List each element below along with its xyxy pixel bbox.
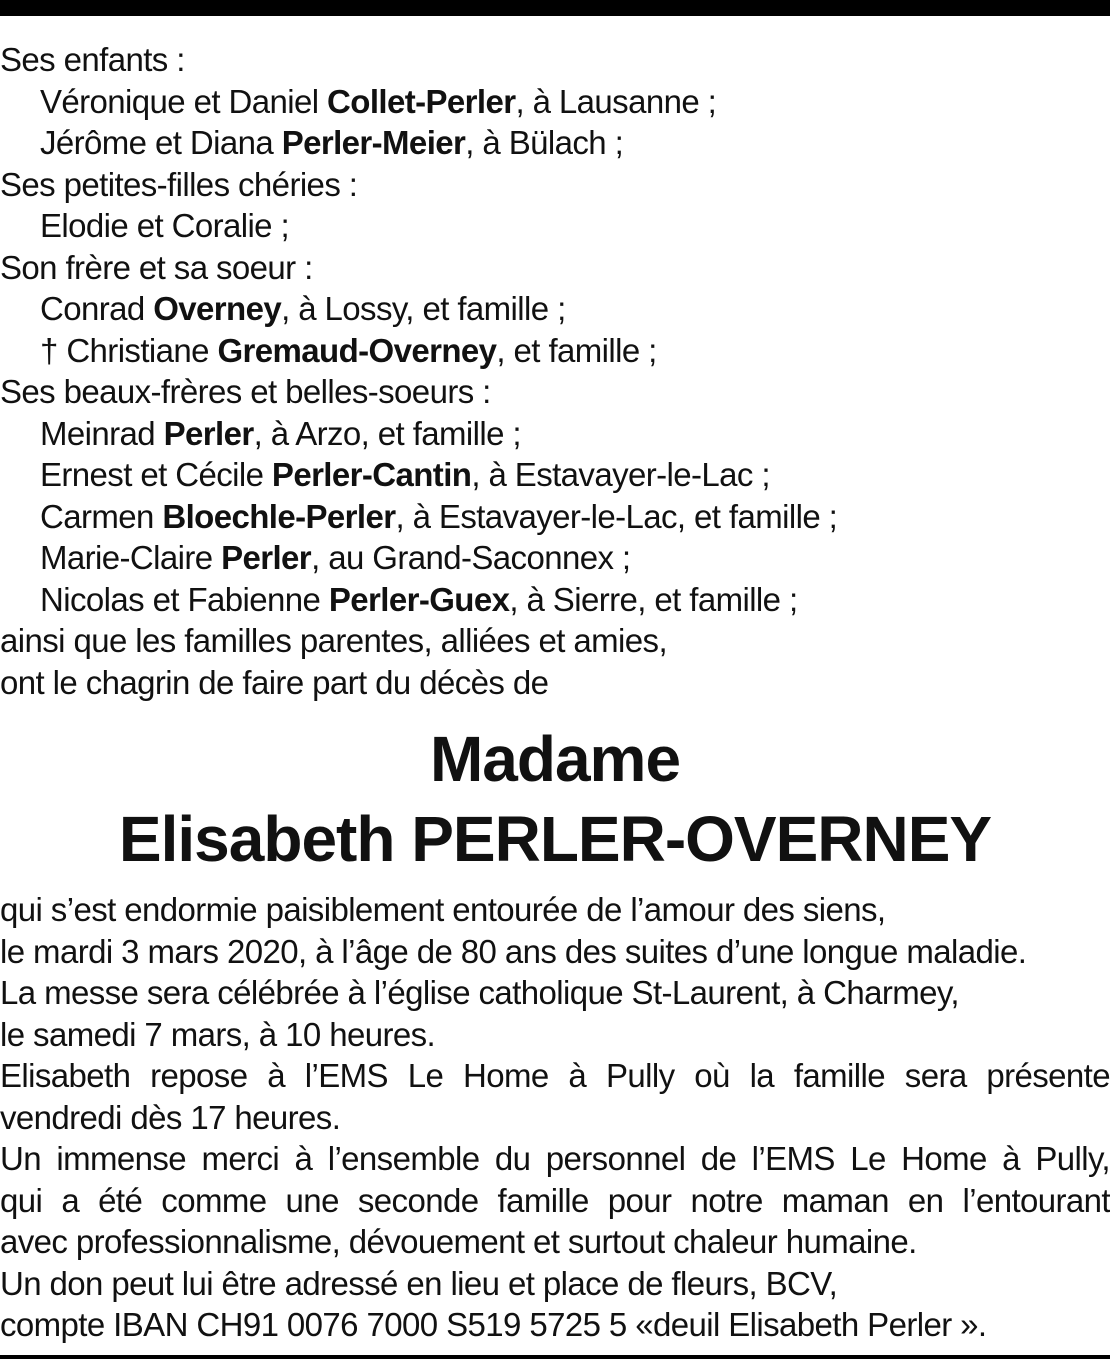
family-heading xyxy=(0,247,1110,289)
entry-location: , à Estavayer-le-Lac ; xyxy=(471,456,770,493)
entry-location: , à Lausanne ; xyxy=(515,82,717,120)
entry-given-names: Conrad xyxy=(40,290,154,327)
entry-family-name: Gremaud-Overney xyxy=(217,331,497,369)
entry-given-names: Véronique et Daniel xyxy=(40,82,328,120)
deceased-title: Madame xyxy=(429,723,681,795)
message-line: compte IBAN CH91 0076 7000 S519 5725 5 «deuil Elisabeth Perler ». xyxy=(0,1306,987,1343)
family-entry xyxy=(0,537,1110,579)
family-entry xyxy=(0,205,1110,247)
entry-location: , au Grand-Saconnex ; xyxy=(311,539,631,576)
family-entry xyxy=(0,579,1110,621)
heading-text: ont le chagrin de faire part du décès de xyxy=(0,663,549,701)
entry-family-name: Overney xyxy=(153,290,282,327)
message-line: qui s’est endormie paisiblement entourée de l’amour des siens, xyxy=(0,891,886,928)
entry-family-name: Perler xyxy=(163,414,254,452)
entry-family-name: Perler xyxy=(221,539,312,576)
entry-family-name: Collet-Perler xyxy=(327,82,516,120)
notice-message xyxy=(0,889,1110,1346)
entry-given-names: Nicolas et Fabienne xyxy=(40,580,329,618)
family-heading xyxy=(0,371,1110,413)
heading-text: Ses beaux-frères et belles-soeurs : xyxy=(0,373,491,410)
entry-location: , et famille ; xyxy=(496,331,657,369)
family-heading xyxy=(0,620,1110,662)
entry-family-name: Bloechle-Perler xyxy=(162,497,396,535)
entry-location: , à Sierre, et famille ; xyxy=(509,580,798,618)
heading-text: Ses petites-filles chéries : xyxy=(0,165,358,203)
message-line: Elisabeth repose à l’EMS Le Home à Pully où la famille sera présente xyxy=(0,1057,1110,1094)
message-line: qui a été comme une seconde famille pour notre maman en l’entourant xyxy=(0,1181,1110,1219)
heading-text: ainsi que les familles parentes, alliées et amies, xyxy=(0,622,668,659)
family-entry xyxy=(0,288,1110,330)
message-line: avec professionnalisme, dévouement et surtout chaleur humaine. xyxy=(0,1223,917,1260)
entry-given-names: Elodie et Coralie ; xyxy=(40,207,290,244)
family-heading xyxy=(0,662,1110,704)
obituary-notice xyxy=(0,39,1110,1346)
entry-given-names: † Christiane xyxy=(40,331,218,369)
message-line: Un immense merci à l’ensemble du personnel de l’EMS Le Home à Pully, xyxy=(0,1140,1110,1177)
family-entry xyxy=(0,81,1110,123)
family-list xyxy=(0,39,1110,703)
entry-location: , à Lossy, et famille ; xyxy=(281,290,566,327)
family-entry xyxy=(0,330,1110,372)
entry-given-names: Meinrad xyxy=(40,414,164,452)
deceased-name: Elisabeth PERLER-OVERNEY xyxy=(118,803,992,875)
entry-family-name: Perler-Meier xyxy=(281,124,466,161)
family-heading xyxy=(0,39,1110,81)
family-heading xyxy=(0,164,1110,206)
message-line: vendredi dès 17 heures. xyxy=(0,1098,341,1136)
message-line: Un don peut lui être adressé en lieu et place de fleurs, BCV, xyxy=(0,1264,838,1302)
family-entry xyxy=(0,413,1110,455)
heading-text: Ses enfants : xyxy=(0,41,185,78)
entry-location: , à Estavayer-le-Lac, et famille ; xyxy=(395,497,838,535)
entry-family-name: Perler-Guex xyxy=(328,580,510,618)
heading-text: Son frère et sa soeur : xyxy=(0,248,313,286)
family-entry xyxy=(0,496,1110,538)
family-entry xyxy=(0,122,1110,164)
message-line: le samedi 7 mars, à 10 heures. xyxy=(0,1015,436,1053)
entry-given-names: Carmen xyxy=(40,497,163,535)
bottom-rule xyxy=(0,1355,1110,1359)
entry-location: , à Bülach ; xyxy=(465,124,624,161)
entry-given-names: Jérôme et Diana xyxy=(40,124,282,161)
entry-location: , à Arzo, et famille ; xyxy=(253,414,521,452)
entry-given-names: Ernest et Cécile xyxy=(40,456,272,493)
message-line: le mardi 3 mars 2020, à l’âge de 80 ans des suites d’une longue maladie. xyxy=(0,932,1027,970)
family-entry xyxy=(0,454,1110,496)
entry-given-names: Marie-Claire xyxy=(40,539,222,576)
entry-family-name: Perler-Cantin xyxy=(271,456,472,493)
message-line: La messe sera célébrée à l’église catholique St-Laurent, à Charmey, xyxy=(0,974,959,1011)
top-rule xyxy=(0,0,1110,16)
